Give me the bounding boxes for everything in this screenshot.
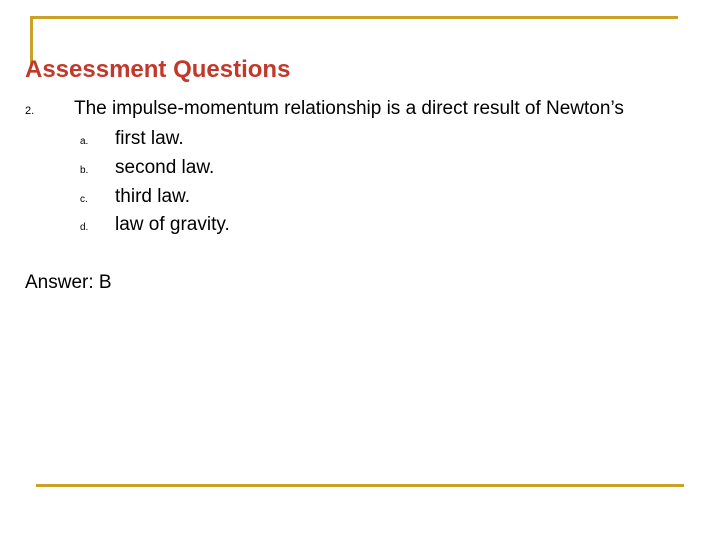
question-text: The impulse-momentum relationship is a direct result of Newton’s xyxy=(74,98,624,119)
option-d-text: law of gravity. xyxy=(115,214,230,235)
slide-title: Assessment Questions xyxy=(25,56,291,83)
option-d-letter: d. xyxy=(80,222,89,233)
frame-top-line xyxy=(30,16,678,19)
question-number: 2. xyxy=(25,105,35,117)
option-c-letter: c. xyxy=(80,194,88,205)
option-b-text: second law. xyxy=(115,157,215,178)
answer-text: Answer: B xyxy=(25,272,112,293)
option-a-text: first law. xyxy=(115,128,184,149)
option-c-text: third law. xyxy=(115,186,190,207)
option-a-letter: a. xyxy=(80,136,89,147)
option-b-letter: b. xyxy=(80,165,89,176)
frame-bottom-line xyxy=(36,484,684,487)
